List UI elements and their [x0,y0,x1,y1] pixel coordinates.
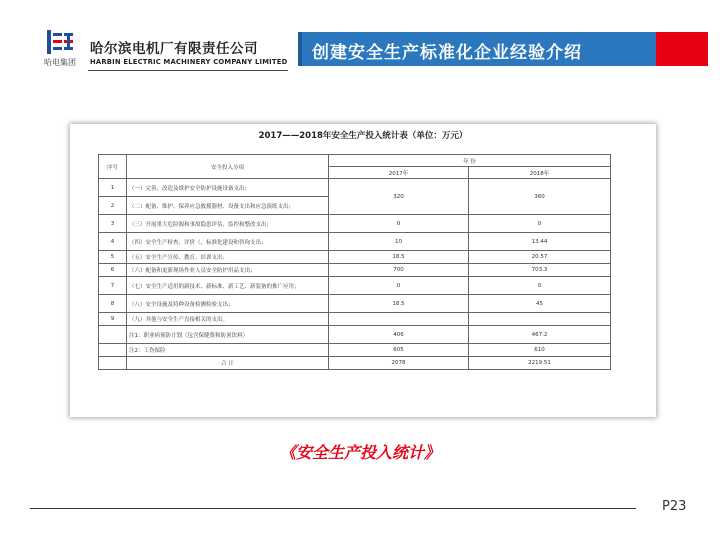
page-number: P23 [662,499,687,514]
safety-investment-table [98,154,611,370]
row-2017 [329,313,469,326]
document-title: 2017——2018年安全生产投入统计表（单位：万元） [258,131,468,141]
row-item: （六）配备和更新现场作业人员安全防护用品支出； [127,264,329,277]
row-2018: 0 [469,277,611,295]
company-name-cn: 哈尔滨电机厂有限责任公司 [90,41,258,57]
logo-text: 哈电集团 [44,58,76,67]
row-item: （二）配备、维护、保养应急救援器材、设备支出和应急演练支出； [127,197,329,215]
header-divider [88,70,288,71]
header-year-group: 年 份 [329,155,611,167]
row-no: 8 [99,295,127,313]
row-no: 6 [99,264,127,277]
row-2018: 13.44 [469,233,611,251]
row-2017: 0 [329,277,469,295]
table-row [99,326,611,344]
row-2018: 360 [469,179,611,215]
row-2017: 18.5 [329,295,469,313]
row-2017: 406 [329,326,469,344]
table-row [99,215,611,233]
row-item: （三）开展重大危险源和事故隐患评估、监控和整改支出； [127,215,329,233]
table-row [99,277,611,295]
row-2017: 700 [329,264,469,277]
row-2018: 610 [469,344,611,357]
figure-caption: 《安全生产投入统计》 [279,443,440,462]
statistics-document [70,124,656,417]
table-row [99,344,611,357]
table-row [99,295,611,313]
row-item: （五）安全生产宣传、教育、培训支出； [127,251,329,264]
total-label: 合 计 [127,357,329,370]
table-total-row [99,357,611,370]
table-row [99,179,611,197]
company-name-en: HARBIN ELECTRIC MACHINERY COMPANY LIMITED [90,58,288,66]
row-item: 注2：工伤保险 [127,344,329,357]
row-2018 [469,313,611,326]
company-logo [38,30,82,70]
header-category: 安全投入分项 [127,155,329,179]
row-2018: 703.3 [469,264,611,277]
row-item: （九）其他与安全生产直接相关的支出。 [127,313,329,326]
row-2018: 20.57 [469,251,611,264]
header-2018: 2018年 [469,167,611,179]
footer-divider [30,508,636,509]
total-2018: 2219.51 [469,357,611,370]
row-item: （八）安全设施及特种设备检测检验支出； [127,295,329,313]
row-2017: 0 [329,215,469,233]
row-2018: 0 [469,215,611,233]
row-2017: 605 [329,344,469,357]
row-item: （一）完善、改造及维护安全防护设施设备支出； [127,179,329,197]
total-no [99,357,127,370]
header-index: 序号 [99,155,127,179]
row-no [99,326,127,344]
row-no: 4 [99,233,127,251]
row-no: 9 [99,313,127,326]
table-header-row [99,155,611,167]
table-row [99,233,611,251]
header-2017: 2017年 [329,167,469,179]
row-2017: 18.5 [329,251,469,264]
table-row [99,264,611,277]
row-no [99,344,127,357]
table-row [99,251,611,264]
row-no: 5 [99,251,127,264]
row-2017: 10 [329,233,469,251]
row-2018: 467.2 [469,326,611,344]
row-no: 2 [99,197,127,215]
row-item: 注1：职业病预防计划（包含保健费和防暑饮料） [127,326,329,344]
slide-title: 创建安全生产标准化企业经验介绍 [312,43,582,63]
row-item: （四）安全生产检查、评价（、标准化建设和咨询支出； [127,233,329,251]
row-2018: 45 [469,295,611,313]
row-item: （七）安全生产适用的新技术、新标准、新工艺、新装备的推广应用； [127,277,329,295]
harbin-electric-logo-icon [47,30,73,54]
accent-block [656,32,708,66]
total-2017: 2078 [329,357,469,370]
row-no: 3 [99,215,127,233]
row-no: 1 [99,179,127,197]
row-no: 7 [99,277,127,295]
row-2017: 320 [329,179,469,215]
table-row [99,313,611,326]
